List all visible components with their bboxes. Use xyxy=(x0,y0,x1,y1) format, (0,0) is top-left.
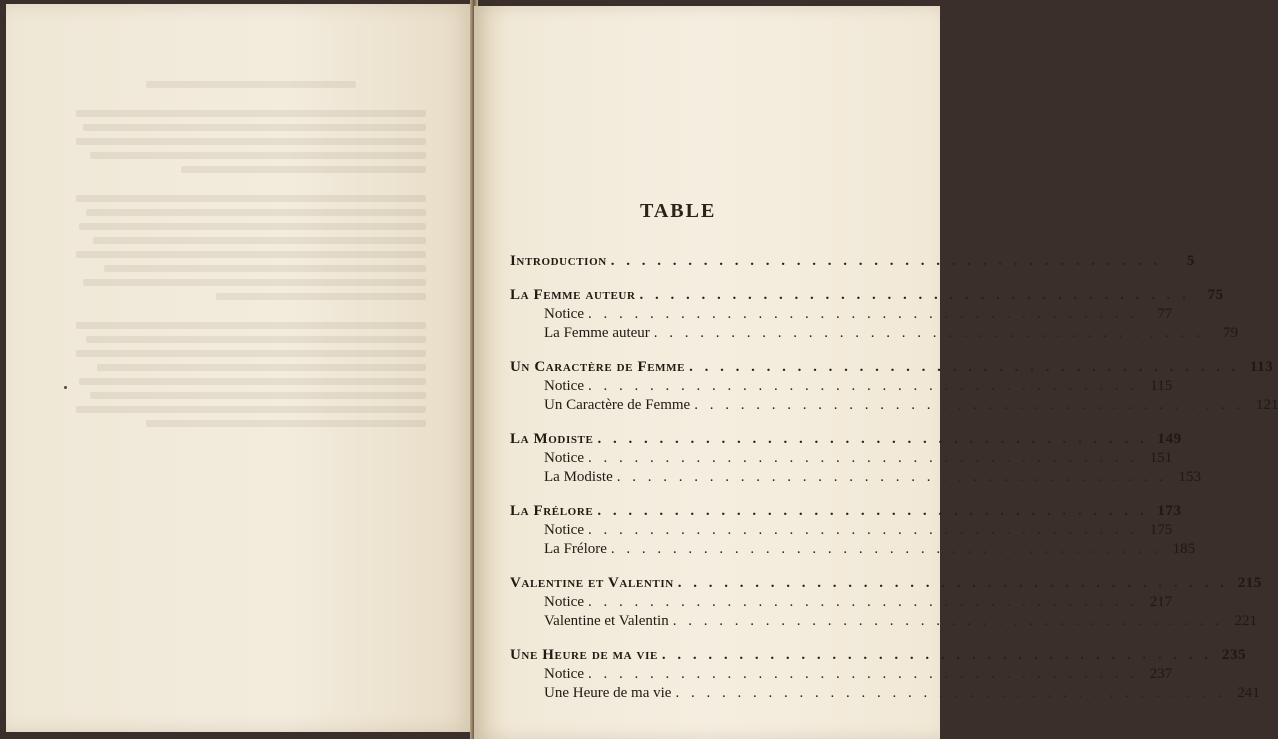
toc-subsection-page-number: 77 xyxy=(1157,306,1173,322)
toc-section-entry xyxy=(510,502,1182,521)
toc-subsection-page-number: 115 xyxy=(1150,378,1173,394)
leader-dots: . . . . . . . . . . . . . . . . . . . . . . . . . . . . . . . . . . . . xyxy=(616,469,1167,485)
leader-dots: . . . . . . . . . . . . . . . . . . . . . . . . . . . . . . . . . . . . xyxy=(694,397,1245,413)
toc-subsection-entry xyxy=(510,593,1173,612)
toc-subsection-label: Notice xyxy=(544,666,584,682)
toc-section-entry xyxy=(510,358,1274,377)
leader-dots: . . . . . . . . . . . . . . . . . . . . . . . . . . . . . . . . . . . . xyxy=(587,666,1139,682)
toc-subsection-entry xyxy=(510,377,1173,396)
toc-section-page-number: 75 xyxy=(1207,287,1224,303)
toc-section-entry xyxy=(510,252,1196,271)
toc-section-page-number: 173 xyxy=(1157,503,1182,519)
toc-section-entry xyxy=(510,430,1182,449)
toc-section xyxy=(510,430,1201,487)
leader-dots: . . . . . . . . . . . . . . . . . . . . . . . . . . . . . . . . . . . . xyxy=(661,647,1213,663)
toc-subsection-label: La Modiste xyxy=(544,469,613,485)
toc-subsection-page-number: 151 xyxy=(1149,450,1173,466)
toc-subsection-entry xyxy=(510,684,1260,703)
toc-section-entry xyxy=(510,286,1224,305)
toc-subsection-page-number: 237 xyxy=(1149,666,1173,682)
toc-subsection-entry xyxy=(510,305,1173,324)
leader-dots: . . . . . . . . . . . . . . . . . . . . . . . . . . . . . . . . . . . . xyxy=(597,503,1148,519)
toc-section-label: La Modiste xyxy=(510,431,594,447)
toc-subsection-label: Notice xyxy=(544,306,584,322)
toc-subsection-entry xyxy=(510,540,1196,559)
toc-subsection-page-number: 185 xyxy=(1172,541,1196,557)
toc-subsection-page-number: 175 xyxy=(1149,522,1173,538)
toc-section-page-number: 5 xyxy=(1186,253,1196,269)
toc-subsection-page-number: 241 xyxy=(1237,685,1260,701)
toc-section xyxy=(510,286,1239,343)
toc-subsection-label: Notice xyxy=(544,378,584,394)
toc-section-entry xyxy=(510,646,1247,665)
toc-subsection-entry xyxy=(510,468,1201,487)
toc-subsection-label: La Femme auteur xyxy=(544,325,650,341)
table-of-contents xyxy=(510,252,1278,718)
toc-subsection-entry xyxy=(510,612,1257,631)
toc-subsection-label: Notice xyxy=(544,594,584,610)
leader-dots: . . . . . . . . . . . . . . . . . . . . . . . . . . . . . . . . . . . . xyxy=(677,575,1229,591)
toc-section-page-number: 149 xyxy=(1157,431,1182,447)
leader-dots: . . . . . . . . . . . . . . . . . . . . . . . . . . . . . . . . . . . . xyxy=(587,450,1139,466)
left-page xyxy=(6,4,474,732)
toc-subsection-label: Valentine et Valentin xyxy=(544,613,669,629)
toc-section xyxy=(510,358,1278,415)
toc-title: TABLE xyxy=(640,200,717,222)
toc-subsection-entry xyxy=(510,521,1173,540)
toc-subsection-label: Une Heure de ma vie xyxy=(544,685,672,701)
leader-dots: . . . . . . . . . . . . . . . . . . . . . . . . . . . . . . . . . . . . xyxy=(675,685,1226,701)
toc-section-label: Introduction xyxy=(510,253,607,269)
toc-subsection-page-number: 79 xyxy=(1223,325,1239,341)
toc-subsection-label: La Frélore xyxy=(544,541,607,557)
leader-dots: . . . . . . . . . . . . . . . . . . . . . . . . . . . . . . . . . . . . xyxy=(653,325,1205,341)
toc-subsection-entry xyxy=(510,396,1278,415)
toc-subsection-entry xyxy=(510,324,1239,343)
toc-subsection-page-number: 121 xyxy=(1255,397,1278,413)
leader-dots: . . . . . . . . . . . . . . . . . . . . . . . . . . . . . . . . . . . . xyxy=(689,359,1240,375)
leader-dots: . . . . . . . . . . . . . . . . . . . . . . . . . . . . . . . . . . . . xyxy=(639,287,1190,303)
toc-subsection-entry xyxy=(510,449,1173,468)
toc-section-label: Une Heure de ma vie xyxy=(510,647,658,663)
toc-subsection-page-number: 153 xyxy=(1178,469,1201,485)
toc-section-page-number: 235 xyxy=(1221,647,1247,663)
toc-section-label: La Frélore xyxy=(510,503,594,519)
toc-section-label: Valentine et Valentin xyxy=(510,575,674,591)
toc-section-label: Un Caractère de Femme xyxy=(510,359,686,375)
toc-subsection-page-number: 221 xyxy=(1234,613,1257,629)
toc-subsection-label: Notice xyxy=(544,450,584,466)
leader-dots: . . . . . . . . . . . . . . . . . . . . . . . . . . . . . . . . . . . . xyxy=(610,253,1162,269)
leader-dots: . . . . . . . . . . . . . . . . . . . . . . . . . . . . . . . . . . . . xyxy=(587,594,1139,610)
toc-section-entry xyxy=(510,574,1263,593)
toc-section xyxy=(510,574,1263,631)
leader-dots: . . . . . . . . . . . . . . . . . . . . . . . . . . . . . . . . . . . . xyxy=(610,541,1162,557)
leader-dots: . . . . . . . . . . . . . . . . . . . . . . . . . . . . . . . . . . . . xyxy=(587,378,1139,394)
toc-subsection-page-number: 217 xyxy=(1149,594,1173,610)
toc-section xyxy=(510,502,1196,559)
show-through-text xyxy=(76,74,426,674)
toc-section-label: La Femme auteur xyxy=(510,287,636,303)
leader-dots: . . . . . . . . . . . . . . . . . . . . . . . . . . . . . . . . . . . . xyxy=(587,306,1139,322)
leader-dots: . . . . . . . . . . . . . . . . . . . . . . . . . . . . . . . . . . . . xyxy=(672,613,1223,629)
toc-section-page-number: 215 xyxy=(1237,575,1263,591)
leader-dots: . . . . . . . . . . . . . . . . . . . . . . . . . . . . . . . . . . . . xyxy=(597,431,1148,447)
toc-section-page-number: 113 xyxy=(1249,359,1274,375)
toc-section xyxy=(510,252,1196,271)
toc-section xyxy=(510,646,1260,703)
toc-subsection-entry xyxy=(510,665,1173,684)
paper-speck xyxy=(64,386,67,389)
toc-subsection-label: Notice xyxy=(544,522,584,538)
leader-dots: . . . . . . . . . . . . . . . . . . . . . . . . . . . . . . . . . . . . xyxy=(587,522,1139,538)
toc-subsection-label: Un Caractère de Femme xyxy=(544,397,691,413)
